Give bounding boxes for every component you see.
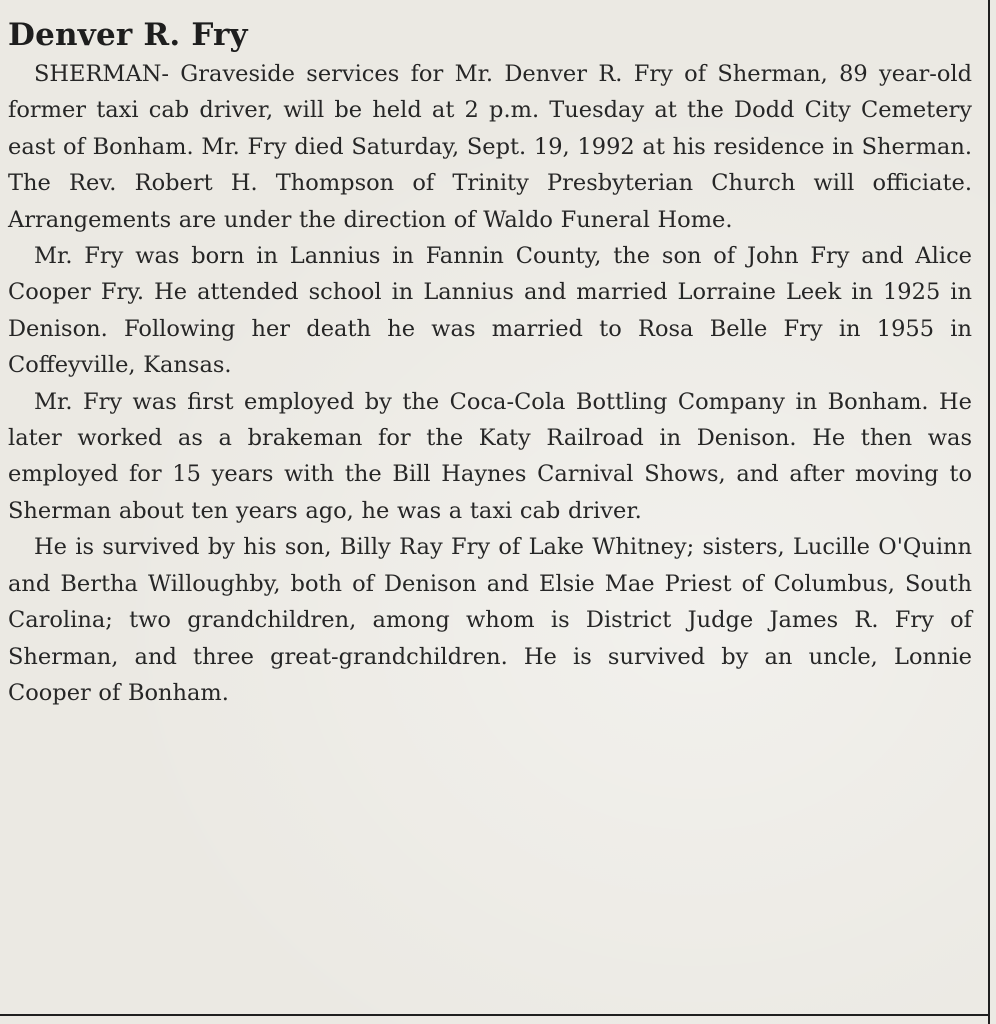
paragraph-employment: Mr. Fry was first employed by the Coca-Cola Bottling Company in Bonham. He later worked as a brakeman for the Katy Railroad in Denison. He then was employed for 15 years with the Bill Haynes Carnival Shows, and after moving to Sherman about ten years ago, he was a taxi cab driver. — [8, 388, 972, 524]
obituary-headline: Denver R. Fry — [8, 17, 248, 53]
paragraph-survivors: He is survived by his son, Billy Ray Fry of Lake Whitney; sisters, Lucille O'Quinn and Bertha Willoughby, both of Denison and Elsie Mae Priest of Columbus, South Carolina; two grandchildren, among whom is District Judge James R. Fry of Sherman, and three great-grandchildren. He is survived by an uncle, Lonnie Cooper of Bonham. — [8, 534, 972, 706]
obituary-article — [8, 14, 972, 711]
column-rule-right — [988, 0, 990, 1024]
column-rule-bottom — [0, 1014, 990, 1016]
paragraph-family-history: Mr. Fry was born in Lannius in Fannin County, the son of John Fry and Alice Cooper Fry. He attended school in Lannius and married Lorraine Leek in 1925 in Denison. Following her death he was married to Rosa Belle Fry in 1955 in Coffeyville, Kansas. — [8, 243, 972, 379]
paragraph-services: SHERMAN- Graveside services for Mr. Denver R. Fry of Sherman, 89 year-old former taxi cab driver, will be held at 2 p.m. Tuesday at the Dodd City Cemetery east of Bonham. Mr. Fry died Saturday, Sept. 19, 1992 at his residence in Sherman. The Rev. Robert H. Thompson of Trinity Presbyterian Church will officiate. Arrangements are under the direction of Waldo Funeral Home. — [8, 61, 972, 233]
